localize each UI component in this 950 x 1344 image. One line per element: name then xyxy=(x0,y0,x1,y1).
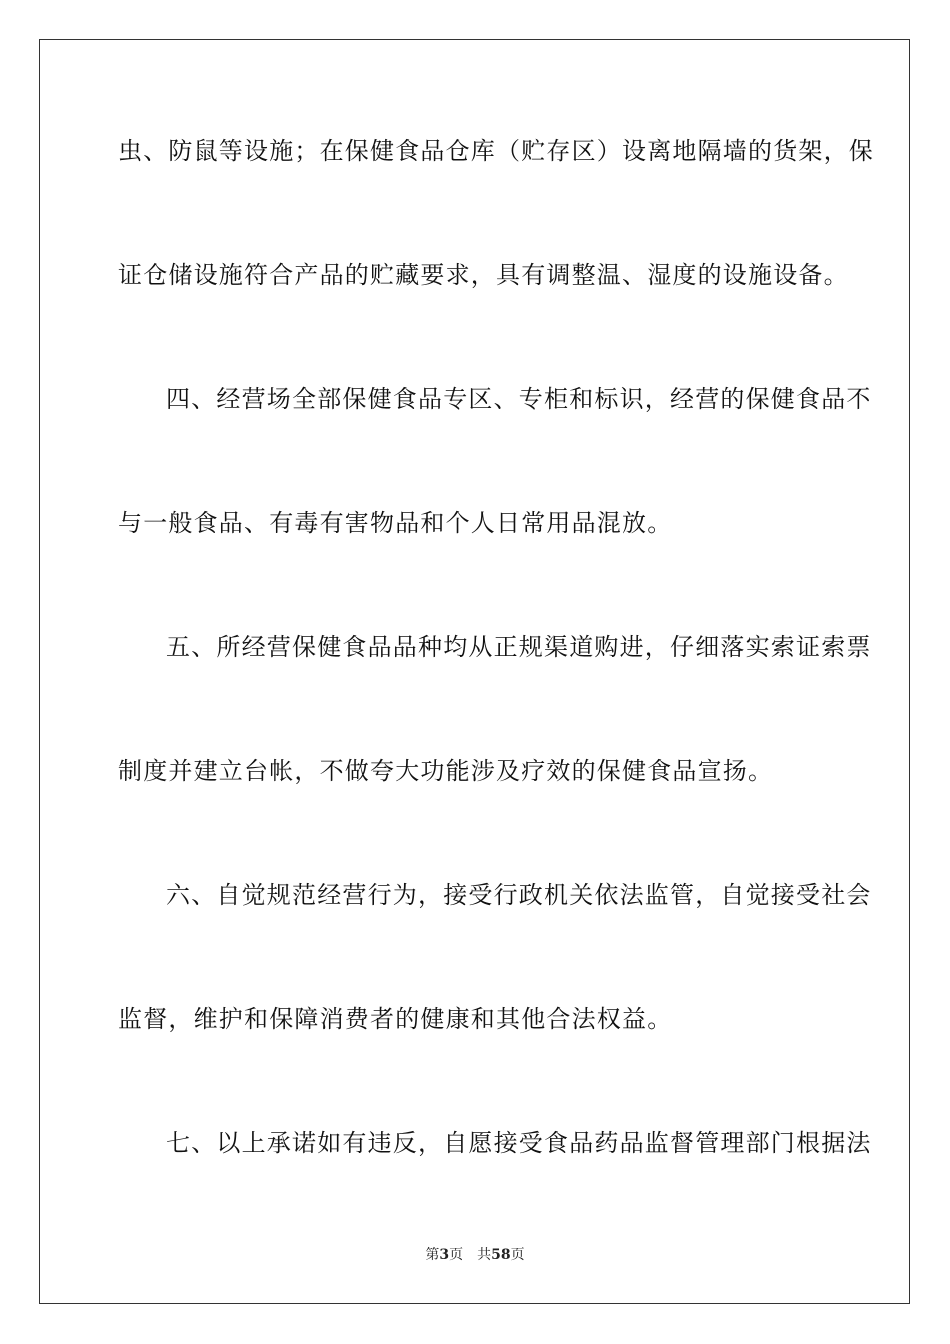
footer-page-suffix: 页 xyxy=(449,1247,464,1263)
body-text-line: 七、以上承诺如有违反，自愿接受食品药品监督管理部门根据法 xyxy=(166,1129,872,1157)
body-text-line: 六、自觉规范经营行为，接受行政机关依法监管，自觉接受社会 xyxy=(166,881,872,909)
body-text-line: 四、经营场全部保健食品专区、专柜和标识，经营的保健食品不 xyxy=(166,385,872,413)
page-footer xyxy=(0,1246,950,1264)
body-text-line: 五、所经营保健食品品种均从正规渠道购进，仔细落实索证索票 xyxy=(166,633,872,661)
page-border xyxy=(39,39,910,1304)
body-text-line: 证仓储设施符合产品的贮藏要求，具有调整温、湿度的设施设备。 xyxy=(118,261,849,289)
footer-total-pages: 58 xyxy=(491,1247,511,1263)
body-text-line: 监督，维护和保障消费者的健康和其他合法权益。 xyxy=(118,1005,673,1033)
body-text-line: 制度并建立台帐，不做夸大功能涉及疗效的保健食品宣扬。 xyxy=(118,757,774,785)
footer-page-prefix: 第 xyxy=(425,1247,440,1263)
body-text-line: 虫、防鼠等设施；在保健食品仓库（贮存区）设离地隔墙的货架，保 xyxy=(118,137,874,165)
footer-total-suffix: 页 xyxy=(510,1247,525,1263)
footer-total-prefix: 共 xyxy=(477,1247,492,1263)
body-text-line: 与一般食品、有毒有害物品和个人日常用品混放。 xyxy=(118,509,673,537)
footer-page-number: 3 xyxy=(439,1247,450,1263)
